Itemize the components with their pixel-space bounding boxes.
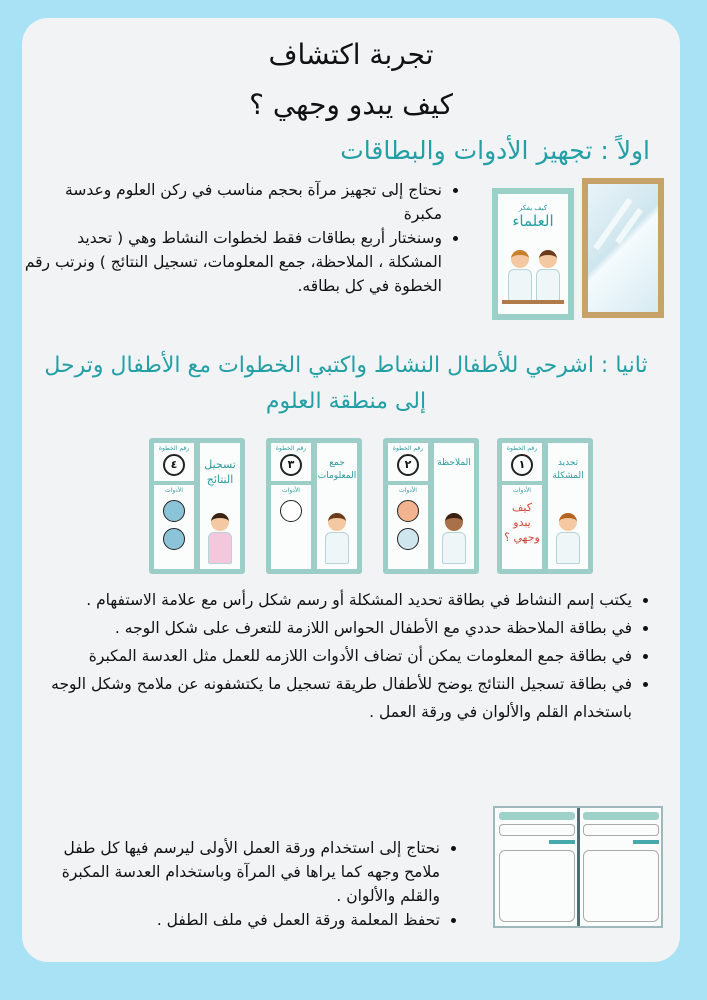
girl-scientist-icon bbox=[508, 250, 532, 300]
crayons-icon bbox=[163, 500, 185, 522]
step-card-3 bbox=[266, 438, 362, 574]
step-number-label: رقم الخطوة bbox=[158, 445, 190, 452]
hand-icon bbox=[397, 500, 419, 522]
list-item: • نحتاج إلى استخدام ورقة العمل الأولى ليرسم فيها كل طفل ملامح وجهه كما يراها في المرآة وباستخدام العدسة المكبرة والقلم والألوان . bbox=[30, 836, 440, 908]
table-icon bbox=[502, 300, 564, 304]
worksheet-right-half bbox=[583, 812, 659, 922]
mirror-image bbox=[582, 178, 664, 318]
card-small-title: كيف يفكر bbox=[518, 204, 548, 212]
step-number-label: رقم الخطوة bbox=[275, 445, 307, 452]
girl-icon bbox=[556, 513, 580, 563]
boy-icon bbox=[442, 513, 466, 563]
step-title: جمع المعلومات bbox=[317, 458, 357, 481]
page-title-line2: كيف يبدو وجهي ؟ bbox=[249, 88, 453, 121]
worksheet-divider bbox=[577, 808, 580, 926]
section4-list bbox=[30, 836, 458, 932]
step-card-1 bbox=[497, 438, 593, 574]
step-number-label: رقم الخطوة bbox=[392, 445, 424, 452]
section1-list bbox=[22, 178, 460, 298]
pencil-icon bbox=[163, 528, 185, 550]
scientists-card-image bbox=[492, 188, 574, 320]
page-title-line1: تجربة اكتشاف bbox=[268, 38, 434, 71]
section3-list bbox=[12, 586, 650, 726]
section1-heading: اولاً : تجهيز الأدوات والبطاقات bbox=[340, 136, 650, 165]
list-item: • نحتاج إلى تجهيز مرآة بحجم مناسب في ركن العلوم وعدسة مكبرة bbox=[22, 178, 442, 226]
step-title: تحديد المشكلة bbox=[552, 458, 584, 481]
list-item: • تحفظ المعلمة ورقة العمل في ملف الطفل . bbox=[30, 908, 440, 932]
step-number: ٤ bbox=[163, 454, 185, 476]
section2-heading: ثانيا : اشرحي للأطفال النشاط واكتبي الخطوات مع الأطفال وترحل إلى منطقة العلوم bbox=[44, 353, 648, 414]
eye-icon bbox=[397, 528, 419, 550]
step-card-2 bbox=[383, 438, 479, 574]
step-title: الملاحظة bbox=[437, 458, 471, 468]
step-number: ٢ bbox=[397, 454, 419, 476]
worksheet-image bbox=[493, 806, 663, 928]
list-item: • في بطاقة الملاحظة حددي مع الأطفال الحواس اللازمة للتعرف على شكل الوجه . bbox=[12, 614, 632, 642]
step-number: ٣ bbox=[280, 454, 302, 476]
list-item: • يكتب إسم النشاط في بطاقة تحديد المشكلة أو رسم شكل رأس مع علامة الاستفهام . bbox=[12, 586, 632, 614]
step-question: كيف يبدو وجهي ؟ bbox=[504, 501, 540, 544]
tools-label: الأدوات bbox=[165, 487, 183, 494]
tools-label: الأدوات bbox=[282, 487, 300, 494]
magnifier-icon bbox=[280, 500, 302, 522]
list-item: • وسنختار أربع بطاقات فقط لخطوات النشاط وهي ( تحديد المشكلة ، الملاحظة، جمع المعلومات، تسجيل النتائج ) ونرتب رقم الخطوة في كل بطاقه. bbox=[22, 226, 442, 298]
boy-scientist-icon bbox=[536, 250, 560, 300]
step-number: ١ bbox=[511, 454, 533, 476]
tools-label: الأدوات bbox=[513, 487, 531, 494]
tools-label: الأدوات bbox=[399, 487, 417, 494]
list-item: • في بطاقة تسجيل النتائج يوضح للأطفال طريقة تسجيل ما يكتشفونه عن ملامح وشكل الوجه باستخدام القلم والألوان في ورقة العمل . bbox=[12, 670, 632, 726]
card-big-title: العلماء bbox=[512, 212, 554, 230]
step-card-4 bbox=[149, 438, 245, 574]
worksheet-left-half bbox=[499, 812, 575, 922]
list-item: • في بطاقة جمع المعلومات يمكن أن تضاف الأدوات اللازمه للعمل مثل العدسة المكبرة bbox=[12, 642, 632, 670]
step-title: تسجيل النتائج bbox=[204, 458, 236, 486]
girl-icon bbox=[208, 513, 232, 563]
step-number-label: رقم الخطوة bbox=[506, 445, 538, 452]
girl-icon bbox=[325, 513, 349, 563]
